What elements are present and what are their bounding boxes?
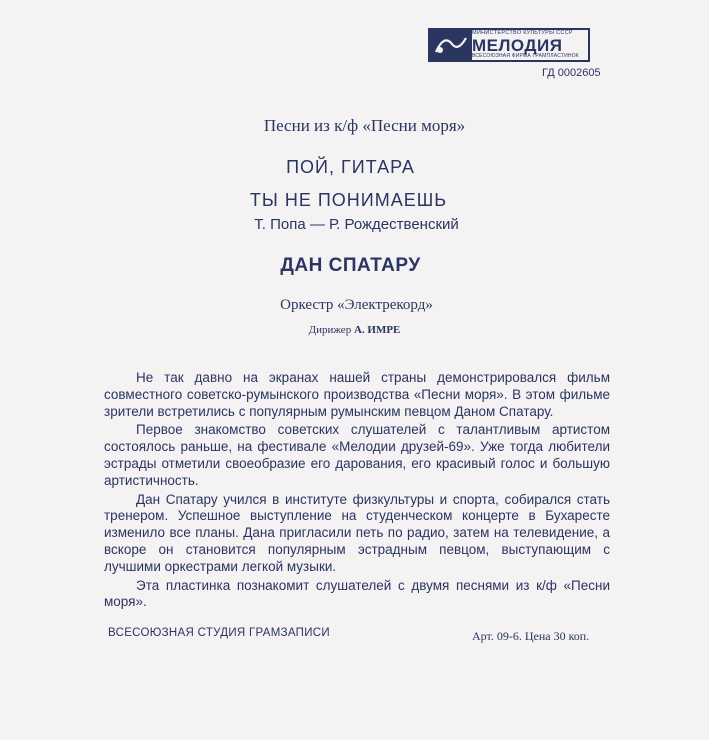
liner-notes	[104, 370, 610, 611]
melodiya-emblem-icon	[430, 30, 472, 60]
price-info: Арт. 09-6. Цена 30 коп.	[472, 629, 590, 643]
liner-paragraph-3: Дан Спатару учился в институте физкультуры и спорта, собирался стать тренером. Успешное выступление на студенческом концерте в Бухаресте изменило все планы. Дана пригласили петь по радио, затем на телевидение, а вскоре он становится популярным эстрадным певцом, выступающим с лучшими оркестрами легкой музыки.	[104, 491, 610, 574]
logo-bottom-line: ВСЕСОЮЗНАЯ ФИРМА ГРАМПЛАСТИНОК	[472, 52, 579, 59]
logo-text	[472, 31, 579, 59]
melodiya-logo	[428, 28, 590, 62]
conductor-label: Дирижер	[308, 324, 352, 336]
song-authors: Т. Попа — Р. Рождественский	[254, 216, 459, 233]
song-title-2: ТЫ НЕ ПОНИМАЕШЬ	[249, 190, 448, 210]
film-subtitle: Песни из к/ф «Песни моря»	[263, 116, 466, 135]
liner-paragraph-2: Первое знакомство советских слушателей с талантливым артистом состоялось раньше, на фестивале «Мелодии друзей-69». Уже тогда любители эстрады отметили своеобразие его дарования, его красивый голос и большую артистичность.	[104, 422, 610, 488]
conductor-line	[0, 324, 709, 336]
song-title-1: ПОЙ, ГИТАРА	[286, 157, 415, 177]
liner-paragraph-1: Не так давно на экранах нашей страны демонстрировался фильм совместного советско-румынского производства «Песни моря». В этом фильме зрители встретились с популярным румынским певцом Даном Спатару.	[104, 370, 610, 419]
liner-paragraph-4: Эта пластинка познакомит слушателей с двумя песнями из к/ф «Песни моря».	[104, 577, 610, 610]
logo-name: МЕЛОДИЯ	[472, 35, 563, 55]
studio-name: ВСЕСОЮЗНАЯ СТУДИЯ ГРАМЗАПИСИ	[108, 627, 330, 639]
orchestra-name: Оркестр «Электрекорд»	[280, 297, 433, 313]
conductor-name: А. ИМРЕ	[353, 324, 401, 336]
catalog-number: ГД 0002605	[542, 67, 601, 79]
artist-name: ДАН СПАТАРУ	[280, 255, 421, 276]
logo-top-line: МИНИСТЕРСТВО КУЛЬТУРЫ СССР	[472, 30, 573, 37]
